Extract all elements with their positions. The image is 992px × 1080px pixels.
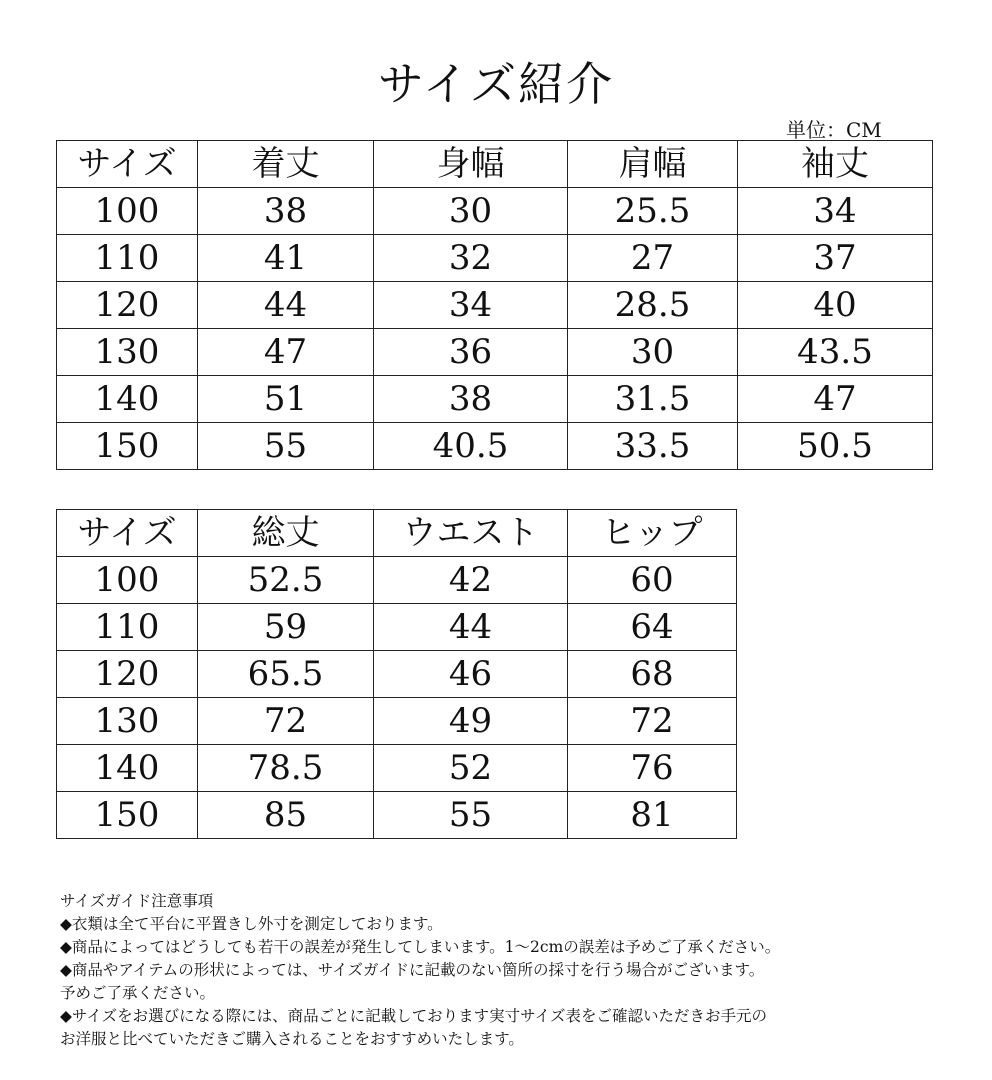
bottom-table-header-row: [57, 510, 737, 557]
notes-heading: サイズガイド注意事項: [60, 892, 214, 910]
bottom-table-cell: 42: [374, 557, 568, 604]
top-table-cell: 34: [374, 282, 568, 329]
bottom-table-cell: 72: [568, 698, 737, 745]
top-table-cell: 100: [57, 188, 198, 235]
bottom-table-row: [57, 698, 737, 745]
top-table-header-cell: 肩幅: [568, 141, 738, 188]
bottom-table-cell: 100: [57, 557, 198, 604]
bottom-size-table: [56, 509, 737, 839]
top-table-header-row: [57, 141, 933, 188]
bottom-table-cell: 130: [57, 698, 198, 745]
top-table-cell: 41: [198, 235, 374, 282]
top-table-cell: 27: [568, 235, 738, 282]
top-table-cell: 25.5: [568, 188, 738, 235]
bottom-table-header-cell: サイズ: [57, 510, 198, 557]
top-table-cell: 36: [374, 329, 568, 376]
notes-line: ◆商品やアイテムの形状によっては、サイズガイドに記載のない箇所の採寸を行う場合がございます。: [60, 961, 765, 979]
top-table-row: [57, 188, 933, 235]
top-table-cell: 34: [738, 188, 933, 235]
bottom-table-cell: 64: [568, 604, 737, 651]
bottom-table-cell: 49: [374, 698, 568, 745]
top-table-cell: 44: [198, 282, 374, 329]
top-table-cell: 55: [198, 423, 374, 470]
bottom-table-cell: 59: [198, 604, 374, 651]
top-table-header-cell: 着丈: [198, 141, 374, 188]
bottom-table-cell: 44: [374, 604, 568, 651]
top-table-row: [57, 376, 933, 423]
bottom-table-row: [57, 792, 737, 839]
bottom-table-cell: 120: [57, 651, 198, 698]
top-table-cell: 120: [57, 282, 198, 329]
notes-line: お洋服と比べていただきご購入されることをおすすめいたします。: [60, 1030, 524, 1048]
bottom-table-cell: 110: [57, 604, 198, 651]
top-table-row: [57, 423, 933, 470]
top-table-cell: 28.5: [568, 282, 738, 329]
bottom-table-row: [57, 651, 737, 698]
bottom-table-cell: 78.5: [198, 745, 374, 792]
top-table-row: [57, 329, 933, 376]
notes-line: 予めご了承ください。: [60, 984, 216, 1002]
bottom-table-cell: 85: [198, 792, 374, 839]
top-table-cell: 30: [374, 188, 568, 235]
size-guide-notes: [60, 890, 960, 1051]
top-table-row: [57, 235, 933, 282]
notes-line: ◆商品によってはどうしても若干の誤差が発生してしまいます。1～2cmの誤差は予めご了承ください。: [60, 938, 781, 956]
bottom-table-cell: 52: [374, 745, 568, 792]
page-title: サイズ紹介: [377, 57, 615, 111]
top-table-cell: 43.5: [738, 329, 933, 376]
notes-line: ◆サイズをお選びになる際には、商品ごとに記載しております実寸サイズ表をご確認いただきお手元の: [60, 1007, 767, 1025]
top-table-cell: 40: [738, 282, 933, 329]
bottom-table-cell: 68: [568, 651, 737, 698]
bottom-table-cell: 60: [568, 557, 737, 604]
top-table-header-cell: サイズ: [57, 141, 198, 188]
bottom-table-header-cell: 総丈: [198, 510, 374, 557]
top-table-row: [57, 282, 933, 329]
top-table-cell: 38: [374, 376, 568, 423]
bottom-table-cell: 140: [57, 745, 198, 792]
top-table-cell: 33.5: [568, 423, 738, 470]
bottom-table-cell: 46: [374, 651, 568, 698]
top-table-cell: 130: [57, 329, 198, 376]
bottom-table-header-cell: ヒップ: [568, 510, 737, 557]
top-table-cell: 38: [198, 188, 374, 235]
bottom-table-cell: 55: [374, 792, 568, 839]
bottom-table-cell: 65.5: [198, 651, 374, 698]
top-table-cell: 40.5: [374, 423, 568, 470]
top-table-cell: 37: [738, 235, 933, 282]
unit-label: 単位：CM: [786, 118, 882, 142]
top-table-cell: 47: [738, 376, 933, 423]
top-table-cell: 47: [198, 329, 374, 376]
bottom-table-cell: 72: [198, 698, 374, 745]
top-table-cell: 50.5: [738, 423, 933, 470]
bottom-table-cell: 52.5: [198, 557, 374, 604]
bottom-table-row: [57, 745, 737, 792]
bottom-table-cell: 150: [57, 792, 198, 839]
bottom-table-cell: 76: [568, 745, 737, 792]
top-table-header-cell: 袖丈: [738, 141, 933, 188]
bottom-table-row: [57, 604, 737, 651]
top-table-cell: 51: [198, 376, 374, 423]
bottom-table-cell: 81: [568, 792, 737, 839]
bottom-table-row: [57, 557, 737, 604]
notes-line: ◆衣類は全て平台に平置きし外寸を測定しております。: [60, 915, 443, 933]
top-table-cell: 140: [57, 376, 198, 423]
top-table-cell: 30: [568, 329, 738, 376]
top-table-header-cell: 身幅: [374, 141, 568, 188]
top-size-table: [56, 140, 933, 470]
top-table-cell: 150: [57, 423, 198, 470]
bottom-table-header-cell: ウエスト: [374, 510, 568, 557]
top-table-cell: 32: [374, 235, 568, 282]
top-table-cell: 110: [57, 235, 198, 282]
top-table-cell: 31.5: [568, 376, 738, 423]
